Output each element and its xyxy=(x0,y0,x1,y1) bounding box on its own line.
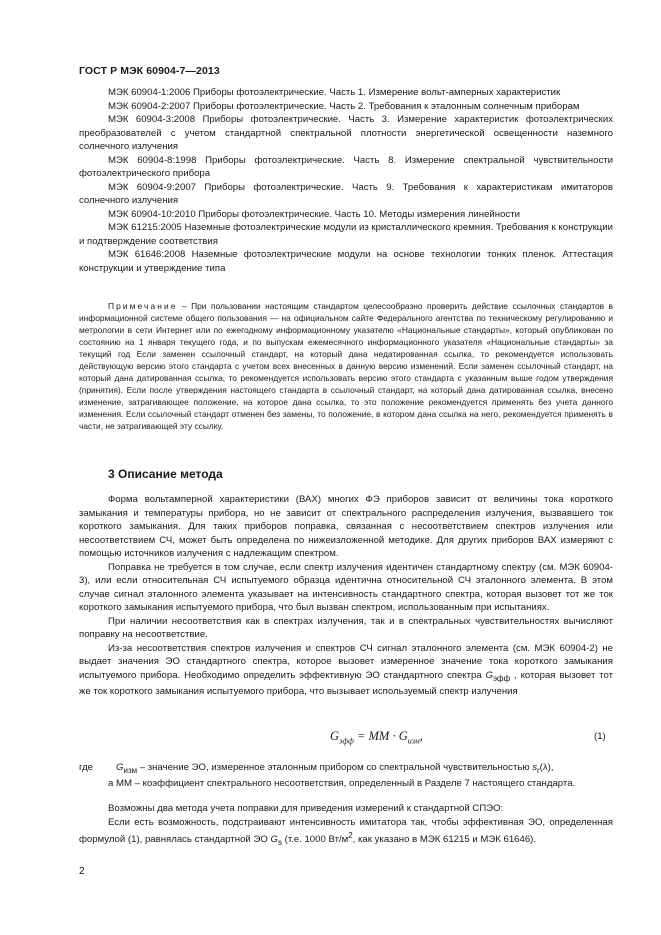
reference-item: МЭК 60904-10:2010 Приборы фотоэлектрические. Часть 10. Методы измерения линейности xyxy=(108,208,520,220)
reference-item: МЭК 60904-2:2007 Приборы фотоэлектрические. Часть 2. Требования к эталонным солнечным приборам xyxy=(108,100,580,112)
g-eff-subscript: эфф xyxy=(492,673,511,683)
reference-item: МЭК 60904-3:2008 Приборы фотоэлектрические. Часть 3. Измерение характеристик фотоэлектрических преобразователей с учетом стандартной спектральной плотности энергетической освещенности наземного солнечного излучения xyxy=(79,114,613,152)
body-text-segment: , которая вызовет тот же ток короткого замыкания испытуемого прибора, что вызывает используемый спектр излучения xyxy=(79,669,613,697)
equation-number: (1) xyxy=(594,731,606,742)
body-text-segment: Из-за несоответствия спектров излучения и спектров СЧ сигнал эталонного элемента (см. МЭК 60904-2) не выдает значения ЭО стандартного спектра, которое вызовет измеренное значение тока короткого замыкания испытуемого прибора. Необходимо определить эффективную ЭО стандартного спектра xyxy=(79,642,613,681)
g-meas-symbol: G xyxy=(116,762,124,773)
where-label: где xyxy=(79,762,94,773)
note-text: – При пользовании настоящим стандартом целесообразно проверить действие ссылочных стандартов в информационной системе общего пользования — на официальном сайте Федерального агентства по техническому регулированию и метрологии в сети Интернет или по ежегодному информационному указателю «Национальные стандарты», который опубликован по состоянию на 1 января текущего года, и по выпускам ежемесячного информационного указателя «Национальные стандарты» за текущий год Если заменен ссылочный стандарт, на который дана недатированная ссылка, то рекомендуется использовать действующую версию этого стандарта с учетом всех внесенных в данную версию изменений. Если заменен ссылочный стандарт, на который дана датированная ссылка, то рекомендуется использовать версию этого стандарта с указанным выше годом утверждения (принятия). Если после утверждения настоящего стандарта в ссылочный стандарт, на который дана датированная ссылка, внесено изменение, затрагивающее положение, на которое дана ссылка, то это положение рекомендуется применять без учета данного изменения. Если ссылочный стандарт отменен без замены, то положение, в котором дана ссылка на него, рекомендуется применять в части, не затрагивающей эту ссылку. xyxy=(79,301,613,431)
body-paragraph: Возможны два метода учета поправки для приведения измерений к стандартной СПЭО: xyxy=(108,803,504,814)
document-header: ГОСТ Р МЭК 60904-7—2013 xyxy=(79,65,220,77)
note-paragraph xyxy=(79,300,613,432)
body-paragraph xyxy=(79,816,613,850)
definition-text: – значение ЭО, измеренное эталонным прибором со спектральной чувствительностью xyxy=(137,762,533,773)
body-text-segment: (т.е. 1000 Вт/м xyxy=(281,834,349,846)
page-number: 2 xyxy=(79,866,85,877)
formula-rhs-subscript: изм xyxy=(407,736,420,746)
unit-superscript: 2 xyxy=(348,831,353,840)
note-block xyxy=(79,300,613,432)
section-title: 3 Описание метода xyxy=(108,467,223,481)
g-s-symbol: G xyxy=(270,834,278,846)
reference-item: МЭК 61215:2005 Наземные фотоэлектрические модули из кристаллического кремния. Требования к конструкции и подтверждение соответствия xyxy=(79,222,613,247)
reference-item: МЭК 60904-8:1998 Приборы фотоэлектрические. Часть 8. Измерение спектральной чувствительности фотоэлектрического прибора xyxy=(79,154,613,179)
note-label: Примечание xyxy=(108,301,178,311)
g-eff-symbol: G xyxy=(485,669,493,681)
formula-lhs: G xyxy=(330,729,340,743)
g-s-subscript: s xyxy=(277,838,282,848)
s-symbol: s xyxy=(532,762,537,773)
body-paragraph xyxy=(79,642,613,699)
g-meas-subscript: изм xyxy=(123,765,138,775)
normative-references-list xyxy=(79,86,613,275)
body-text-segment: Если есть возможность, подстраивают интенсивность имитатора так, чтобы эффективная ЭО, определенная формулой (1), равнялась стандартной ЭО xyxy=(79,816,613,846)
definition-mm: а ММ – коэффициент спектрального несоответствия, определенный в Разделе 7 настоящего стандарта. xyxy=(108,778,576,790)
body-paragraph: Поправка не требуется в том случае, если спектр излучения идентичен стандартному спектру (см. МЭК 60904-3), или если относительная СЧ испытуемого образца идентична относительной СЧ эталонного элемента. В этом случае сигнал эталонного элемента указывает на интенсивность стандартного спектра, которая вызовет тот же ток короткого замыкания испытуемого прибора, что был вызван спектром, использованным при испытаниях. xyxy=(79,561,613,613)
body-paragraph: При наличии несоответствия как в спектрах излучения, так и в спектральных чувствительностях вычисляют поправку на несоответствие. xyxy=(79,615,613,640)
formula-1 xyxy=(330,729,423,746)
where-definitions xyxy=(108,761,613,791)
section-body xyxy=(79,493,613,698)
body-text-segment: , как указано в МЭК 61215 и МЭК 61646). xyxy=(352,834,537,846)
reference-item: МЭК 60904-9:2007 Приборы фотоэлектрические. Часть 9. Требования к характеристикам имитаторов солнечного излучения xyxy=(79,181,613,206)
reference-item: МЭК 60904-1:2006 Приборы фотоэлектрические. Часть 1. Измерение вольт-амперных характеристик xyxy=(108,87,561,98)
s-subscript: r xyxy=(537,765,540,775)
reference-item: МЭК 61646:2008 Наземные фотоэлектрические модули на основе технологии тонких пленок. Аттестация конструкции и утверждение типа xyxy=(79,249,613,274)
formula-tail: , xyxy=(419,729,423,743)
definition-g-meas xyxy=(108,761,613,777)
formula-middle: = MM · G xyxy=(353,729,408,743)
closing-paragraphs xyxy=(79,802,613,850)
s-argument: (λ), xyxy=(539,762,554,773)
body-paragraph: Форма вольтамперной характеристики (ВАХ) многих ФЭ приборов зависит от величины тока короткого замыкания и температуры прибора, но не зависит от спектрального распределения излучения, вызвавшего ток короткого замыкания. Для таких приборов поправка, связанная с несоответствием спектров излучения или несоответствием СЧ, может быть определена по нижеизложенной методике. Для других приборов ВАХ измеряют с помощью источников излучения с надлежащим спектром. xyxy=(79,494,613,559)
formula-lhs-subscript: эфф xyxy=(339,736,354,746)
